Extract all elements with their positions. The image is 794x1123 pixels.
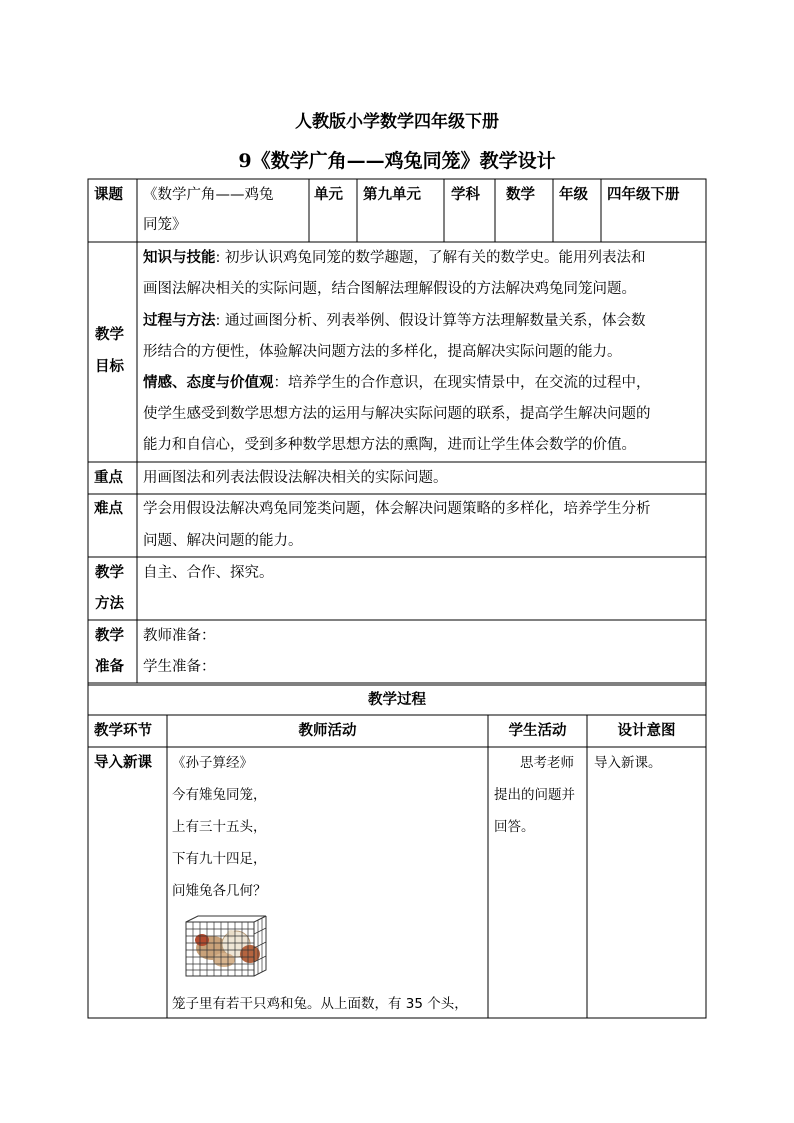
prep-student: 学生准备： — [143, 659, 216, 675]
goal-knowledge-title: 知识与技能 — [143, 250, 216, 266]
topic-line2: 同笼》 — [143, 217, 187, 233]
goal-knowledge-line2: 画图法解决相关的实际问题，结合图解法理解假设的方法解决鸡兔同笼问题。 — [143, 281, 636, 297]
goal-emotion-line2: 使学生感受到数学思想方法的运用与解决实际问题的联系，提高学生解决问题的 — [143, 406, 651, 422]
key-label: 重点 — [94, 470, 123, 486]
col-teacher-header: 教师活动 — [298, 723, 357, 739]
difficulty-label: 难点 — [94, 501, 123, 517]
doc-subtitle: 9《数学广角——鸡兔同笼》教学设计 — [238, 150, 556, 172]
goal-emotion-title: 情感、态度与价值观 — [143, 375, 274, 391]
chicken-rabbit-cage-image — [184, 914, 268, 978]
student-line-3: 回答。 — [494, 819, 535, 835]
difficulty-line2: 问题、解决问题的能力。 — [143, 533, 303, 549]
goal-process-title: 过程与方法 — [143, 313, 216, 329]
goal-process-text1: : 通过画图分析、列表举例、假设计算等方法理解数量关系，体会数 — [215, 313, 646, 329]
teacher-line-2: 今有雉兔同笼， — [172, 787, 267, 803]
difficulty-line1: 学会用假设法解决鸡兔同笼类问题，体会解决问题策略的多样化，培养学生分析 — [143, 501, 651, 517]
col-student-header: 学生活动 — [508, 723, 567, 739]
goal-process-line2: 形结合的方便性，体验解决问题方法的多样化，提高解决实际问题的能力。 — [143, 344, 622, 360]
goal-emotion-line3: 能力和自信心，受到多种数学思想方法的熏陶，进而让学生体会数学的价值。 — [143, 437, 636, 453]
method-text: 自主、合作、探究。 — [143, 565, 274, 581]
subject-label: 学科 — [451, 187, 480, 203]
goal-process-line1 — [143, 306, 646, 337]
prep-teacher: 教师准备： — [143, 628, 216, 644]
intent-text: 导入新课。 — [594, 755, 662, 771]
step-intro: 导入新课 — [94, 755, 152, 771]
grade-value: 四年级下册 — [607, 187, 680, 203]
goal-knowledge-text1: : 初步认识鸡兔同笼的数学趣题，了解有关的数学史。能用列表法和 — [215, 250, 646, 266]
goals-label-1: 教学 — [95, 327, 124, 343]
goal-emotion-text1: ：培养学生的合作意识，在现实情景中，在交流的过程中， — [273, 375, 651, 391]
teacher-line-4: 下有九十四足， — [172, 851, 267, 867]
col-step-header: 教学环节 — [94, 723, 152, 739]
prep-label-1: 教学 — [95, 628, 124, 644]
teacher-line-1: 《孙子算经》 — [172, 755, 253, 771]
teacher-line-6: 笼子里有若干只鸡和兔。从上面数，有 35 个头， — [172, 996, 468, 1012]
doc-title: 人教版小学数学四年级下册 — [295, 112, 499, 132]
unit-value: 第九单元 — [363, 187, 421, 203]
goals-label-2: 目标 — [95, 359, 124, 375]
method-label-1: 教学 — [95, 565, 124, 581]
prep-label-2: 准备 — [95, 659, 124, 675]
student-line-2: 提出的问题并 — [494, 787, 575, 803]
student-line-1: 思考老师 — [520, 755, 574, 771]
topic-label: 课题 — [94, 187, 123, 203]
subject-value: 数学 — [506, 187, 535, 203]
grade-label: 年级 — [559, 187, 588, 203]
process-title: 教学过程 — [368, 692, 426, 708]
teacher-line-3: 上有三十五头， — [172, 819, 267, 835]
unit-label: 单元 — [314, 187, 343, 203]
method-label-2: 方法 — [95, 596, 124, 612]
teacher-line-5: 问雉兔各几何？ — [172, 883, 267, 899]
goal-knowledge-line1 — [143, 243, 646, 274]
goal-emotion-line1 — [143, 368, 651, 399]
col-intent-header: 设计意图 — [617, 723, 676, 739]
key-text: 用画图法和列表法假设法解决相关的实际问题。 — [143, 470, 448, 486]
topic-line1: 《数学广角——鸡兔 — [143, 187, 274, 203]
